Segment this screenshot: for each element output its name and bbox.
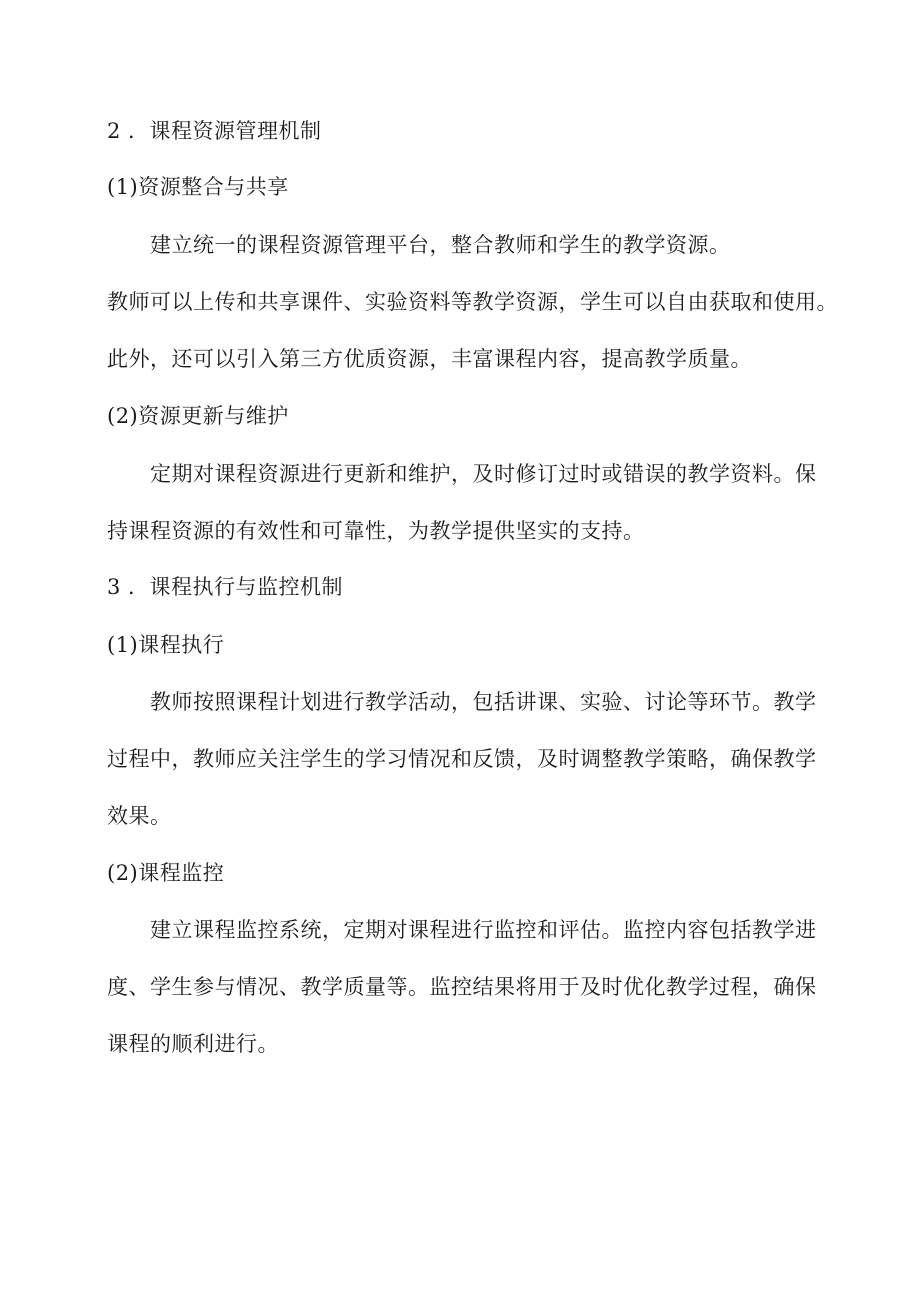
section-2-1-heading: (1)资源整合与共享 <box>107 175 289 199</box>
section-3-heading: 3 ．课程执行与监控机制 <box>107 575 344 599</box>
paragraph-line: 教师可以上传和共享课件、实验资料等教学资源，学生可以自由获取和使用。 <box>107 290 838 314</box>
paragraph-line: 度、学生参与情况、教学质量等。监控结果将用于及时优化教学过程，确保 <box>107 975 817 999</box>
section-3-2-heading: (2)课程监控 <box>107 861 225 885</box>
paragraph-line: 课程的顺利进行。 <box>107 1032 279 1056</box>
paragraph-line: 教师按照课程计划进行教学活动，包括讲课、实验、讨论等环节。教学 <box>150 690 817 714</box>
section-3-1-heading: (1)课程执行 <box>107 633 225 657</box>
paragraph-line: 建立课程监控系统，定期对课程进行监控和评估。监控内容包括教学进 <box>150 918 817 942</box>
paragraph-line: 此外，还可以引入第三方优质资源，丰富课程内容，提高教学质量。 <box>107 347 752 371</box>
paragraph-line: 定期对课程资源进行更新和维护，及时修订过时或错误的教学资料。保 <box>150 462 817 486</box>
section-2-2-heading: (2)资源更新与维护 <box>107 404 289 428</box>
paragraph-line: 建立统一的课程资源管理平台，整合教师和学生的教学资源。 <box>150 233 731 257</box>
section-2-heading: 2 ．课程资源管理机制 <box>107 119 322 143</box>
paragraph-line: 持课程资源的有效性和可靠性，为教学提供坚实的支持。 <box>107 519 645 543</box>
paragraph-line: 效果。 <box>107 804 172 828</box>
paragraph-line: 过程中，教师应关注学生的学习情况和反馈，及时调整教学策略，确保教学 <box>107 747 817 771</box>
